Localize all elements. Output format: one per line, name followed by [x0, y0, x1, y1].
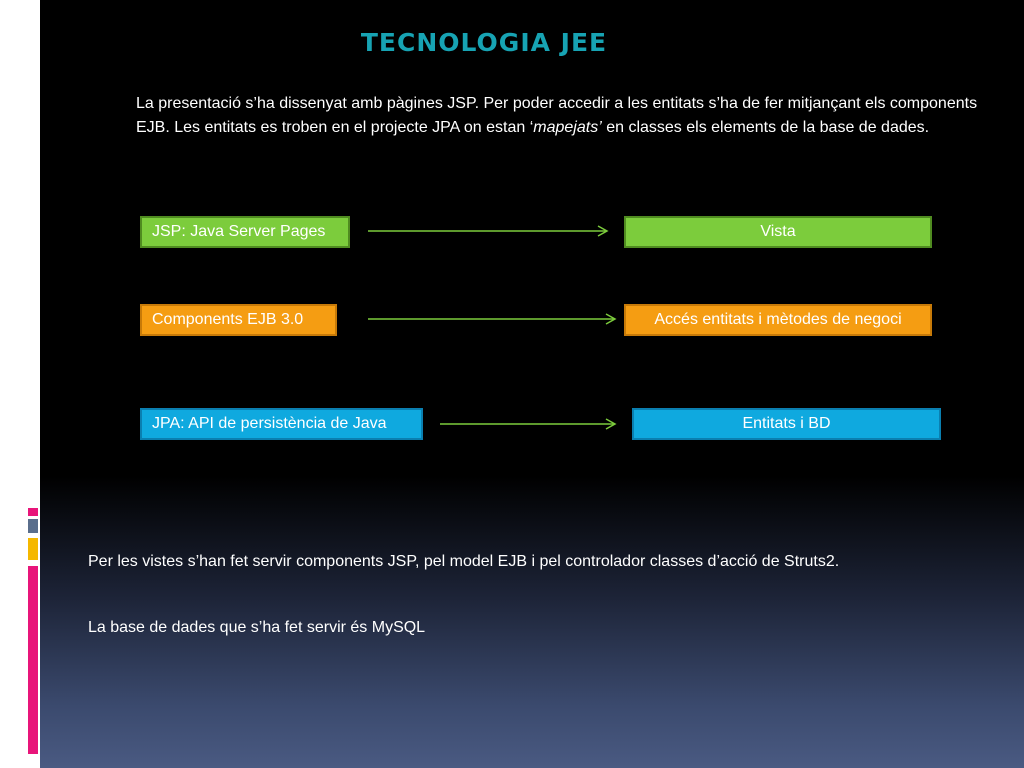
box-ejb: [140, 304, 337, 336]
box-entitats-bd: [632, 408, 941, 440]
box-vista: [624, 216, 932, 248]
arrow-row-1: [366, 222, 614, 240]
slide-title: TECNOLOGIA JEE: [360, 28, 608, 57]
strip-decor-magenta-bottom: [28, 566, 38, 754]
strip-decor-yellow: [28, 538, 38, 560]
box-acces-entitats-label: Accés entitats i mètodes de negoci: [654, 311, 902, 328]
box-jpa-label: JPA: API de persistència de Java: [152, 415, 387, 432]
box-vista-label: Vista: [760, 223, 796, 240]
box-jsp: [140, 216, 350, 248]
arrow-row-2: [366, 310, 622, 328]
intro-emphasis: mapejats’: [533, 119, 602, 136]
arrow-row-3: [438, 415, 622, 433]
intro-text-part2: en classes els elements de la base de dades.: [601, 119, 930, 136]
intro-text-part1: La presentació s’ha dissenyat amb pàgines JSP. Per poder accedir a les entitats s’ha de fer mitjançant els components EJB. Les entitats es troben en el projecte JPA on estan ‘: [136, 95, 978, 136]
strip-decor-magenta-top: [28, 508, 38, 516]
footer-line-2: La base de dades que s’ha fet servir és MySQL: [88, 619, 426, 636]
box-jsp-label: JSP: Java Server Pages: [152, 223, 326, 240]
box-jpa: [140, 408, 423, 440]
box-entitats-bd-label: Entitats i BD: [742, 415, 831, 432]
intro-paragraph: [136, 92, 1006, 140]
footer-line-1: Per les vistes s’han fet servir components JSP, pel model EJB i pel controlador classes d’acció de Struts2.: [88, 553, 840, 570]
box-ejb-label: Components EJB 3.0: [152, 311, 304, 328]
box-acces-entitats: [624, 304, 932, 336]
strip-decor-slate: [28, 519, 38, 533]
